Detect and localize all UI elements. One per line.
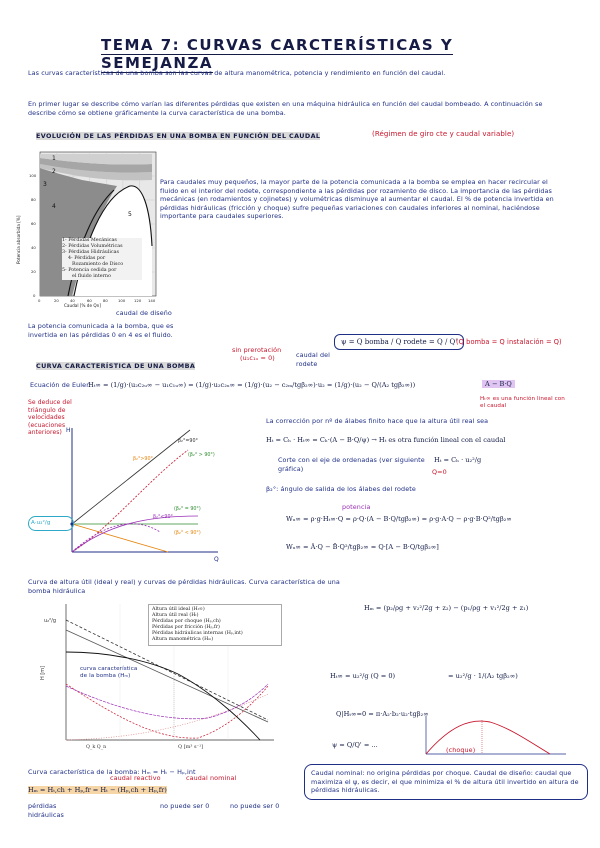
beta-label-gt90-a: β₂°>90° xyxy=(133,457,153,462)
internal-loss-curve xyxy=(66,684,268,719)
section1-paragraph: Para caudales muy pequeños, la mayor parte de la potencia comunicada a la bomba se emplea en hacer recircular el fluido en el interior del rodete, correspondiente a las pérdidas por rozamiento de disco. La importancia de las pérdidas mecánicas (en rodamientos y cojinetes) y volumétricas disminuye al aumentar el caudal. El % de potencia invertida en pérdidas hidráulicas (fricción y choque) sufre pequeñas variaciones con caudales inferiores al nominal, haciéndose importante para caudales superiores. xyxy=(160,178,554,221)
head-legend-ideal: Altura útil ideal (Hₜ∞) xyxy=(152,607,205,612)
section1-heading xyxy=(36,132,320,140)
bottom-note-nonzero-2: no puede ser 0 xyxy=(230,802,280,810)
section3-title: Curva de altura útil (ideal y real) y curvas de pérdidas hidráulicas. Curva característica de una bomba hidráulica xyxy=(28,578,340,595)
phi-formula: ψ = Q bomba / Q rodete = Q / Q' xyxy=(334,334,464,350)
head-legend-shock: Pérdidas por choque (Hₚ,ch) xyxy=(152,619,221,624)
head-chart-legend xyxy=(148,604,282,646)
head-xlabel: Q [m³ s⁻¹] xyxy=(178,744,204,750)
legend-item-2: 2- Pérdidas Volumétricas xyxy=(62,244,123,249)
caudal-rodete-note: caudal del rodete xyxy=(296,351,331,368)
region-label-2: 2 xyxy=(52,168,56,175)
xtick-140: 140 xyxy=(148,298,156,303)
power-eq-2: Wᵤ∞ = Ã·Q − B̃·Q²/tgβ₂∞ = Q·[A − B·Q/tgβ₂∞] xyxy=(286,543,439,551)
ytick-20: 20 xyxy=(31,269,36,274)
head-curve-label: curva característica de la bomba (Hₘ) xyxy=(80,666,138,679)
losses-yticks xyxy=(29,173,37,298)
legend-item-5b: el fluido interno xyxy=(72,274,111,279)
head-legend-internal: Pérdidas hidráulicas internas (Hₚ,int) xyxy=(152,631,243,636)
beta-label-lt90-a: β₂°<90° xyxy=(153,515,173,520)
beta-text: β₂°: ángulo de salida de los álabes del rodete xyxy=(266,485,416,493)
potencia-label: potencia xyxy=(342,503,371,511)
beta-label-lt90-b: (β₂° < 90°) xyxy=(174,531,201,536)
xtick-80: 80 xyxy=(103,298,108,303)
section1-heading-text: EVOLUCIÓN DE LAS PÉRDIDAS EN UNA BOMBA EN FUNCIÓN DEL CAUDAL xyxy=(36,132,321,140)
page-title-text: TEMA 7: CURVAS CARCTERÍSTICAS Y SEMEJANZA xyxy=(101,36,454,72)
cero-note: (u₁c₁ᵤ = 0) xyxy=(240,354,275,362)
hq-sketch-svg xyxy=(28,420,228,570)
sin-prerotacion-note: sin prerotación xyxy=(232,346,282,354)
ytick-40: 40 xyxy=(31,245,36,250)
head-legend-real: Altura útil real (Hₜ) xyxy=(152,613,199,618)
intro-paragraph-1: Las curvas características de una bomba son las curvas de altura manométrica, potencia y rendimiento en función del caudal. xyxy=(28,69,446,77)
ytick-60: 60 xyxy=(31,221,36,226)
hq-axis-H: H xyxy=(66,427,71,434)
xtick-60: 60 xyxy=(87,298,92,303)
hm-formula: Hₘ = (p₂/ρg + v₂²/2g + z₂) − (p₁/ρg + v₁²/2g + z₁) xyxy=(364,604,529,612)
section2-heading-text: CURVA CARACTERÍSTICA DE UNA BOMBA xyxy=(36,362,196,370)
q-formula: Q|Hₜ∞=0 = π·A₂·b₂·u₂·tgβ₂∞ xyxy=(336,710,429,718)
Hu-formula: Hₜ = Cₕ · Hₜ∞ = Cₕ·(A − B·Q/ψ) → Hₜ es otra función lineal con el caudal xyxy=(266,436,506,444)
cut-text: Corte con el eje de ordenadas (ver siguiente gráfica) xyxy=(278,456,425,473)
section2-heading xyxy=(36,362,195,370)
xtick-100: 100 xyxy=(118,298,126,303)
xtick-40: 40 xyxy=(70,298,75,303)
head-legend-friction: Pérdidas por fricción (Hₚ,fr) xyxy=(152,625,220,630)
cut-Q-note: Q=0 xyxy=(432,468,447,476)
xtick-20: 20 xyxy=(54,298,59,303)
phi-formula-2: ψ = Q/Q' = ... xyxy=(332,741,378,749)
xtick-0: 0 xyxy=(38,298,41,303)
phi-curve xyxy=(426,721,550,754)
ytick-0: 0 xyxy=(33,293,36,298)
hq-axis-Q: Q xyxy=(214,556,219,563)
bottom-note-losses: pérdidas hidráulicas xyxy=(28,802,64,819)
ytick-100: 100 xyxy=(29,173,37,178)
euler-linear-form: A − B·Q xyxy=(482,380,515,388)
legend-item-5: 5- Potencia cedida por xyxy=(62,268,117,273)
correction-text: La corrección por nº de álabes finito hace que la altura útil real sea xyxy=(266,417,489,425)
section1-note: (Régimen de giro cte y caudal variable) xyxy=(372,130,515,138)
page-title xyxy=(101,36,501,72)
ytick-80: 80 xyxy=(31,197,36,202)
hq-sketch xyxy=(28,420,228,570)
power-curve-gt90 xyxy=(72,450,188,552)
phi-note: (Q bomba = Q instalación = Q) xyxy=(456,338,562,346)
head-chart xyxy=(28,600,276,750)
shock-loss-curve xyxy=(66,684,268,738)
nominal-flow-box: Caudal nominal: no origina pérdidas por choque. Caudal de diseño: caudal que maximiza el ψ, es decir, el que minimiza el % de altura útil invertido en altura de pérdidas hidráulicas. xyxy=(304,764,588,800)
bottom-note-nonzero-1: no puede ser 0 xyxy=(160,802,210,810)
bottom-formula xyxy=(28,786,298,794)
losses-legend xyxy=(62,238,142,280)
losses-chart xyxy=(12,146,160,308)
choque-label: (choque) xyxy=(446,746,476,754)
mid2-formula: = u₂²/g · 1/(A₂ tgβ₂∞) xyxy=(448,672,518,680)
head-x-note: Q_k Q_n xyxy=(86,745,107,750)
legend-item-1: 1- Pérdidas Mecánicas xyxy=(62,238,117,243)
euler-formula: Hₜ∞ = (1/g)·(u₂c₂ᵤ∞ − u₁c₁ᵤ∞) = (1/g)·u₂c₂ᵤ∞ = (1/g)·(u₂ − c₂ₘ/tgβ₂∞)·u₂ = (1/g)·(u₂ − Q/(A₂ tgβ₂∞)) xyxy=(88,381,416,389)
phi-sketch xyxy=(420,714,570,758)
region-label-5: 5 xyxy=(128,211,132,218)
losses-xlabel: Caudal [% de Qn] xyxy=(64,303,101,308)
legend-item-4: 4- Pérdidas por xyxy=(68,256,106,261)
deduce-note: Se deduce del triángulo de velocidades (ecuaciones anteriores) xyxy=(28,399,72,437)
legend-item-3: 3- Pérdidas Hidráulicas xyxy=(62,250,119,255)
region-label-1: 1 xyxy=(52,155,56,162)
bottom-text: Curva característica de la bomba: Hₘ = Hₜ − Hₚ,int xyxy=(28,768,196,776)
bottom-formula-text: Hₘ = Hₜ,ch + Hₚ,fr = Hₜ − (Hₚ,ch + Hₚ,fr) xyxy=(28,786,167,794)
power-eq-1: Wᵤ∞ = ρ·g·Hₜ∞·Q = ρ·Q·(A − B·Q/tgβ₂∞) = ρ·g·A·Q − ρ·g·B·Q²/tgβ₂∞ xyxy=(286,515,512,523)
line-beta-lt90 xyxy=(72,524,168,552)
line-beta-gt90 xyxy=(72,430,190,524)
head-ylabel: H [m] xyxy=(40,665,46,680)
losses-chart-svg xyxy=(12,146,160,308)
losses-ylabel: Potencia absorbida [%] xyxy=(16,215,21,264)
bottom-note-nominal: caudal nominal xyxy=(186,774,237,782)
mid-formula: Hₜ∞ = u₂²/g (Q = 0) xyxy=(330,672,396,680)
hq-axis-left-label: A·u₂²/g xyxy=(28,516,74,531)
legend-item-4b: Rozamiento de Disco xyxy=(72,262,124,267)
phi-sketch-svg xyxy=(420,714,570,758)
head-y-note: u₂²/g xyxy=(44,618,57,624)
euler-label: Ecuación de Euler: xyxy=(30,381,92,389)
design-flow-annotation: caudal de diseño xyxy=(116,309,172,317)
region-label-4: 4 xyxy=(52,203,56,210)
beta-label-eq90: β₂°=90° xyxy=(178,439,198,444)
bottom-note-reactive: caudal reactivo xyxy=(110,774,161,782)
xtick-120: 120 xyxy=(134,298,142,303)
linear-function-note: Hₜ∞ es una función lineal con el caudal xyxy=(480,396,565,409)
cut-formula: Hₜ = Cₕ · u₂²/g xyxy=(434,456,482,464)
head-legend-manometric: Altura manométrica (Hₘ) xyxy=(152,637,214,642)
beta-label-eq90-b: (β₂° = 90°) xyxy=(174,507,201,512)
beta-label-gt90-b: (β₂° > 90°) xyxy=(188,453,215,458)
intro-paragraph-2: En primer lugar se describe cómo varían las diferentes pérdidas que existen en una máquina hidráulica en función del caudal bombeado. A continuación se describe cómo se obtiene gráficamente la curva característica de una bomba. xyxy=(28,100,543,117)
power-annotation: La potencia comunicada a la bomba, que es invertida en las pérdidas 0 en 4 es el fluido. xyxy=(28,322,174,339)
region-label-3: 3 xyxy=(43,181,47,188)
